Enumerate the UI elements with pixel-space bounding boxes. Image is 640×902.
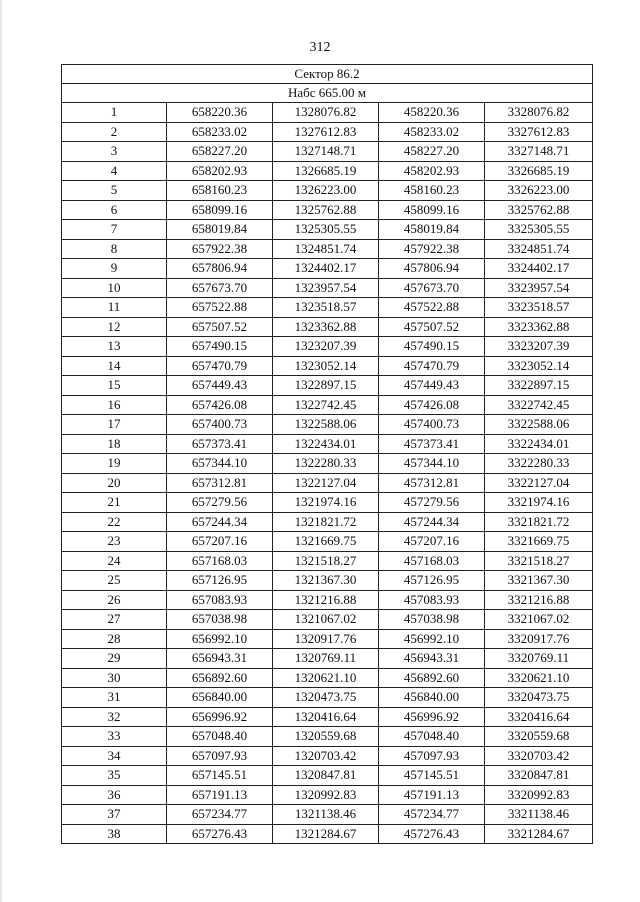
table-row <box>62 200 593 220</box>
sector-title: Сектор 86.2 <box>62 65 593 84</box>
table-row <box>62 337 593 357</box>
point-number-cell: 12 <box>62 317 167 337</box>
scan-edge <box>0 0 2 902</box>
y-coordinate-cell: 1324851.74 <box>273 239 379 259</box>
x-coordinate-cell: 657507.52 <box>167 317 273 337</box>
table-row <box>62 649 593 669</box>
y-coordinate-cell: 1320559.68 <box>273 727 379 747</box>
point-number-cell: 11 <box>62 298 167 318</box>
y-coordinate-alt-cell: 3322742.45 <box>485 395 593 415</box>
y-coordinate-cell: 1323207.39 <box>273 337 379 357</box>
point-number-cell: 30 <box>62 668 167 688</box>
y-coordinate-alt-cell: 3321284.67 <box>485 824 593 844</box>
point-number-cell: 18 <box>62 434 167 454</box>
table-row <box>62 298 593 318</box>
point-number-cell: 8 <box>62 239 167 259</box>
y-coordinate-alt-cell: 3323957.54 <box>485 278 593 298</box>
x-coordinate-cell: 658227.20 <box>167 142 273 162</box>
x-coordinate-alt-cell: 456840.00 <box>379 688 485 708</box>
table-row <box>62 590 593 610</box>
y-coordinate-cell: 1322280.33 <box>273 454 379 474</box>
table-row <box>62 610 593 630</box>
y-coordinate-alt-cell: 3320769.11 <box>485 649 593 669</box>
x-coordinate-alt-cell: 458233.02 <box>379 122 485 142</box>
y-coordinate-alt-cell: 3322588.06 <box>485 415 593 435</box>
table-row <box>62 220 593 240</box>
y-coordinate-cell: 1326685.19 <box>273 161 379 181</box>
x-coordinate-alt-cell: 457097.93 <box>379 746 485 766</box>
point-number-cell: 14 <box>62 356 167 376</box>
x-coordinate-alt-cell: 457168.03 <box>379 551 485 571</box>
x-coordinate-alt-cell: 457244.34 <box>379 512 485 532</box>
x-coordinate-alt-cell: 456992.10 <box>379 629 485 649</box>
x-coordinate-cell: 656943.31 <box>167 649 273 669</box>
x-coordinate-alt-cell: 457344.10 <box>379 454 485 474</box>
point-number-cell: 19 <box>62 454 167 474</box>
point-number-cell: 28 <box>62 629 167 649</box>
point-number-cell: 37 <box>62 805 167 825</box>
point-number-cell: 23 <box>62 532 167 552</box>
x-coordinate-cell: 657449.43 <box>167 376 273 396</box>
x-coordinate-cell: 657400.73 <box>167 415 273 435</box>
y-coordinate-cell: 1320769.11 <box>273 649 379 669</box>
x-coordinate-alt-cell: 457276.43 <box>379 824 485 844</box>
table-row <box>62 785 593 805</box>
point-number-cell: 35 <box>62 766 167 786</box>
y-coordinate-cell: 1321067.02 <box>273 610 379 630</box>
y-coordinate-cell: 1320621.10 <box>273 668 379 688</box>
y-coordinate-cell: 1320416.64 <box>273 707 379 727</box>
x-coordinate-alt-cell: 458019.84 <box>379 220 485 240</box>
point-number-cell: 27 <box>62 610 167 630</box>
x-coordinate-cell: 657048.40 <box>167 727 273 747</box>
y-coordinate-alt-cell: 3322897.15 <box>485 376 593 396</box>
point-number-cell: 24 <box>62 551 167 571</box>
point-number-cell: 13 <box>62 337 167 357</box>
x-coordinate-cell: 657373.41 <box>167 434 273 454</box>
y-coordinate-alt-cell: 3321669.75 <box>485 532 593 552</box>
y-coordinate-alt-cell: 3321216.88 <box>485 590 593 610</box>
x-coordinate-alt-cell: 457083.93 <box>379 590 485 610</box>
y-coordinate-alt-cell: 3320992.83 <box>485 785 593 805</box>
x-coordinate-cell: 656992.10 <box>167 629 273 649</box>
x-coordinate-cell: 657470.79 <box>167 356 273 376</box>
table-row <box>62 356 593 376</box>
table-row <box>62 532 593 552</box>
y-coordinate-alt-cell: 3323518.57 <box>485 298 593 318</box>
x-coordinate-cell: 656840.00 <box>167 688 273 708</box>
point-number-cell: 2 <box>62 122 167 142</box>
table-row <box>62 473 593 493</box>
y-coordinate-cell: 1321216.88 <box>273 590 379 610</box>
y-coordinate-alt-cell: 3327612.83 <box>485 122 593 142</box>
x-coordinate-alt-cell: 457145.51 <box>379 766 485 786</box>
y-coordinate-cell: 1321821.72 <box>273 512 379 532</box>
point-number-cell: 36 <box>62 785 167 805</box>
y-coordinate-alt-cell: 3320416.64 <box>485 707 593 727</box>
y-coordinate-alt-cell: 3320847.81 <box>485 766 593 786</box>
y-coordinate-cell: 1321284.67 <box>273 824 379 844</box>
table-row <box>62 278 593 298</box>
x-coordinate-cell: 658220.36 <box>167 103 273 123</box>
point-number-cell: 7 <box>62 220 167 240</box>
y-coordinate-cell: 1321138.46 <box>273 805 379 825</box>
table-row <box>62 415 593 435</box>
table-row <box>62 746 593 766</box>
point-number-cell: 22 <box>62 512 167 532</box>
point-number-cell: 29 <box>62 649 167 669</box>
table-header <box>62 65 593 103</box>
y-coordinate-cell: 1320847.81 <box>273 766 379 786</box>
x-coordinate-alt-cell: 457191.13 <box>379 785 485 805</box>
table-row <box>62 824 593 844</box>
x-coordinate-cell: 657522.88 <box>167 298 273 318</box>
y-coordinate-alt-cell: 3320473.75 <box>485 688 593 708</box>
x-coordinate-cell: 658233.02 <box>167 122 273 142</box>
table-row <box>62 766 593 786</box>
x-coordinate-alt-cell: 457673.70 <box>379 278 485 298</box>
table-row <box>62 727 593 747</box>
y-coordinate-alt-cell: 3326223.00 <box>485 181 593 201</box>
x-coordinate-alt-cell: 457426.08 <box>379 395 485 415</box>
point-number-cell: 26 <box>62 590 167 610</box>
y-coordinate-alt-cell: 3322127.04 <box>485 473 593 493</box>
page-number: 312 <box>309 40 331 55</box>
x-coordinate-cell: 657207.16 <box>167 532 273 552</box>
x-coordinate-alt-cell: 458227.20 <box>379 142 485 162</box>
x-coordinate-alt-cell: 457507.52 <box>379 317 485 337</box>
table-row <box>62 512 593 532</box>
point-number-cell: 25 <box>62 571 167 591</box>
y-coordinate-cell: 1322127.04 <box>273 473 379 493</box>
y-coordinate-cell: 1321669.75 <box>273 532 379 552</box>
x-coordinate-alt-cell: 457490.15 <box>379 337 485 357</box>
x-coordinate-alt-cell: 457207.16 <box>379 532 485 552</box>
y-coordinate-alt-cell: 3323052.14 <box>485 356 593 376</box>
y-coordinate-alt-cell: 3325762.88 <box>485 200 593 220</box>
x-coordinate-cell: 657126.95 <box>167 571 273 591</box>
y-coordinate-cell: 1323052.14 <box>273 356 379 376</box>
y-coordinate-alt-cell: 3325305.55 <box>485 220 593 240</box>
x-coordinate-alt-cell: 457922.38 <box>379 239 485 259</box>
x-coordinate-cell: 658099.16 <box>167 200 273 220</box>
x-coordinate-cell: 657426.08 <box>167 395 273 415</box>
x-coordinate-cell: 657312.81 <box>167 473 273 493</box>
point-number-cell: 21 <box>62 493 167 513</box>
point-number-cell: 32 <box>62 707 167 727</box>
x-coordinate-alt-cell: 456892.60 <box>379 668 485 688</box>
coordinates-table <box>61 64 593 844</box>
point-number-cell: 15 <box>62 376 167 396</box>
x-coordinate-alt-cell: 457279.56 <box>379 493 485 513</box>
point-number-cell: 1 <box>62 103 167 123</box>
x-coordinate-cell: 657168.03 <box>167 551 273 571</box>
y-coordinate-cell: 1322434.01 <box>273 434 379 454</box>
y-coordinate-cell: 1320473.75 <box>273 688 379 708</box>
y-coordinate-cell: 1323518.57 <box>273 298 379 318</box>
table-row <box>62 317 593 337</box>
point-number-cell: 4 <box>62 161 167 181</box>
table-body <box>62 103 593 844</box>
x-coordinate-cell: 656892.60 <box>167 668 273 688</box>
y-coordinate-alt-cell: 3320917.76 <box>485 629 593 649</box>
y-coordinate-cell: 1322588.06 <box>273 415 379 435</box>
y-coordinate-alt-cell: 3323207.39 <box>485 337 593 357</box>
y-coordinate-alt-cell: 3327148.71 <box>485 142 593 162</box>
x-coordinate-alt-cell: 457234.77 <box>379 805 485 825</box>
y-coordinate-cell: 1320703.42 <box>273 746 379 766</box>
x-coordinate-alt-cell: 457038.98 <box>379 610 485 630</box>
x-coordinate-alt-cell: 458160.23 <box>379 181 485 201</box>
x-coordinate-cell: 658202.93 <box>167 161 273 181</box>
x-coordinate-cell: 657191.13 <box>167 785 273 805</box>
x-coordinate-alt-cell: 458099.16 <box>379 200 485 220</box>
point-number-cell: 20 <box>62 473 167 493</box>
table-row <box>62 688 593 708</box>
y-coordinate-alt-cell: 3321974.16 <box>485 493 593 513</box>
y-coordinate-alt-cell: 3323362.88 <box>485 317 593 337</box>
x-coordinate-alt-cell: 458220.36 <box>379 103 485 123</box>
y-coordinate-cell: 1325305.55 <box>273 220 379 240</box>
point-number-cell: 34 <box>62 746 167 766</box>
y-coordinate-alt-cell: 3322434.01 <box>485 434 593 454</box>
x-coordinate-cell: 657922.38 <box>167 239 273 259</box>
table-row <box>62 571 593 591</box>
y-coordinate-cell: 1323362.88 <box>273 317 379 337</box>
y-coordinate-alt-cell: 3321138.46 <box>485 805 593 825</box>
table-row <box>62 395 593 415</box>
y-coordinate-cell: 1327148.71 <box>273 142 379 162</box>
table-row <box>62 493 593 513</box>
x-coordinate-alt-cell: 457400.73 <box>379 415 485 435</box>
x-coordinate-cell: 657490.15 <box>167 337 273 357</box>
x-coordinate-alt-cell: 457048.40 <box>379 727 485 747</box>
x-coordinate-cell: 657244.34 <box>167 512 273 532</box>
x-coordinate-alt-cell: 457522.88 <box>379 298 485 318</box>
table-row <box>62 434 593 454</box>
table-row <box>62 551 593 571</box>
x-coordinate-alt-cell: 456996.92 <box>379 707 485 727</box>
y-coordinate-alt-cell: 3320559.68 <box>485 727 593 747</box>
table-row <box>62 259 593 279</box>
x-coordinate-cell: 657145.51 <box>167 766 273 786</box>
y-coordinate-alt-cell: 3326685.19 <box>485 161 593 181</box>
y-coordinate-cell: 1321367.30 <box>273 571 379 591</box>
y-coordinate-cell: 1322742.45 <box>273 395 379 415</box>
x-coordinate-cell: 658160.23 <box>167 181 273 201</box>
point-number-cell: 16 <box>62 395 167 415</box>
table-row <box>62 454 593 474</box>
x-coordinate-cell: 657276.43 <box>167 824 273 844</box>
x-coordinate-alt-cell: 456943.31 <box>379 649 485 669</box>
y-coordinate-alt-cell: 3320703.42 <box>485 746 593 766</box>
y-coordinate-alt-cell: 3322280.33 <box>485 454 593 474</box>
x-coordinate-cell: 657344.10 <box>167 454 273 474</box>
x-coordinate-cell: 657234.77 <box>167 805 273 825</box>
table-row <box>62 122 593 142</box>
point-number-cell: 31 <box>62 688 167 708</box>
y-coordinate-alt-cell: 3320621.10 <box>485 668 593 688</box>
x-coordinate-alt-cell: 457449.43 <box>379 376 485 396</box>
y-coordinate-alt-cell: 3321518.27 <box>485 551 593 571</box>
point-number-cell: 33 <box>62 727 167 747</box>
y-coordinate-cell: 1326223.00 <box>273 181 379 201</box>
point-number-cell: 6 <box>62 200 167 220</box>
point-number-cell: 5 <box>62 181 167 201</box>
table-row <box>62 629 593 649</box>
y-coordinate-alt-cell: 3324402.17 <box>485 259 593 279</box>
table-row <box>62 707 593 727</box>
x-coordinate-alt-cell: 457373.41 <box>379 434 485 454</box>
table-row <box>62 805 593 825</box>
point-number-cell: 9 <box>62 259 167 279</box>
x-coordinate-cell: 657038.98 <box>167 610 273 630</box>
y-coordinate-cell: 1328076.82 <box>273 103 379 123</box>
y-coordinate-alt-cell: 3321367.30 <box>485 571 593 591</box>
y-coordinate-cell: 1325762.88 <box>273 200 379 220</box>
y-coordinate-alt-cell: 3321067.02 <box>485 610 593 630</box>
y-coordinate-alt-cell: 3321821.72 <box>485 512 593 532</box>
y-coordinate-cell: 1322897.15 <box>273 376 379 396</box>
point-number-cell: 38 <box>62 824 167 844</box>
point-number-cell: 3 <box>62 142 167 162</box>
x-coordinate-alt-cell: 457806.94 <box>379 259 485 279</box>
table-row <box>62 239 593 259</box>
x-coordinate-alt-cell: 457470.79 <box>379 356 485 376</box>
table-row <box>62 103 593 123</box>
x-coordinate-cell: 657279.56 <box>167 493 273 513</box>
table-row <box>62 668 593 688</box>
x-coordinate-alt-cell: 457312.81 <box>379 473 485 493</box>
x-coordinate-alt-cell: 457126.95 <box>379 571 485 591</box>
x-coordinate-alt-cell: 458202.93 <box>379 161 485 181</box>
table-row <box>62 181 593 201</box>
y-coordinate-cell: 1321518.27 <box>273 551 379 571</box>
y-coordinate-cell: 1323957.54 <box>273 278 379 298</box>
x-coordinate-cell: 657673.70 <box>167 278 273 298</box>
y-coordinate-cell: 1321974.16 <box>273 493 379 513</box>
point-number-cell: 17 <box>62 415 167 435</box>
elevation-title: Набс 665.00 м <box>62 84 593 103</box>
table-row <box>62 376 593 396</box>
x-coordinate-cell: 657097.93 <box>167 746 273 766</box>
y-coordinate-cell: 1320917.76 <box>273 629 379 649</box>
y-coordinate-alt-cell: 3328076.82 <box>485 103 593 123</box>
y-coordinate-cell: 1320992.83 <box>273 785 379 805</box>
y-coordinate-alt-cell: 3324851.74 <box>485 239 593 259</box>
table-row <box>62 161 593 181</box>
x-coordinate-cell: 658019.84 <box>167 220 273 240</box>
table-row <box>62 142 593 162</box>
point-number-cell: 10 <box>62 278 167 298</box>
y-coordinate-cell: 1327612.83 <box>273 122 379 142</box>
y-coordinate-cell: 1324402.17 <box>273 259 379 279</box>
x-coordinate-cell: 656996.92 <box>167 707 273 727</box>
x-coordinate-cell: 657806.94 <box>167 259 273 279</box>
x-coordinate-cell: 657083.93 <box>167 590 273 610</box>
